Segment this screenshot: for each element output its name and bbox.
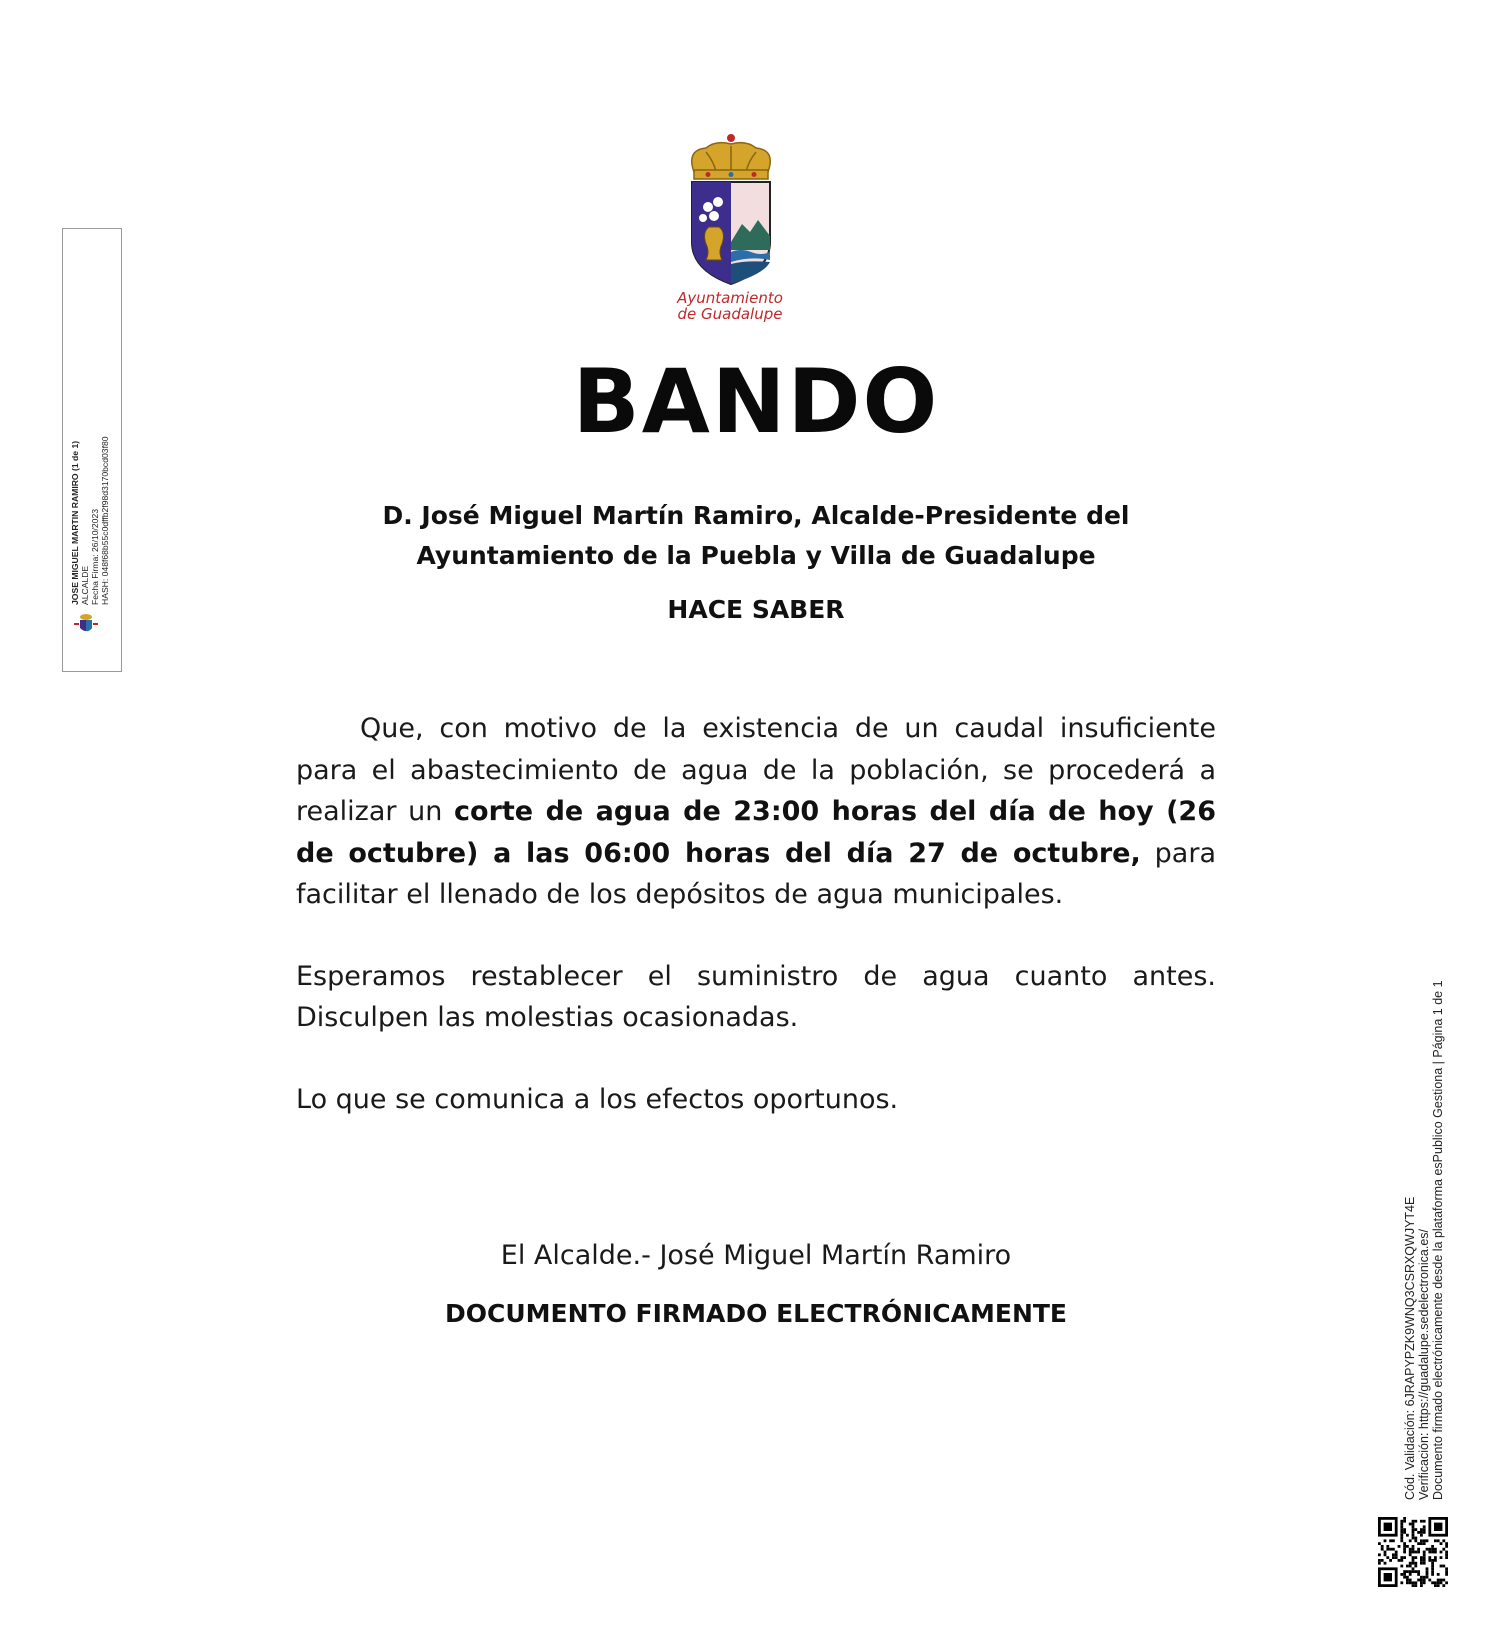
signature-date: Fecha Firma: 26/10/2023 — [90, 508, 100, 605]
validation-platform: Documento firmado electrónicamente desde la plataforma esPublico Gestiona | Página 1 de 1 — [1431, 980, 1445, 1500]
issuer — [0, 496, 1512, 576]
signature-hash: HASH: 048f68b55c0dffb2f98d3170bcd03f80 — [100, 436, 110, 605]
p1-end: para facilitar el llenado de los depósitos de agua municipales. — [296, 837, 1216, 910]
document-title: BANDO — [572, 350, 940, 453]
coat-of-arms-logo — [676, 132, 786, 292]
qr-code-icon[interactable] — [1378, 1517, 1448, 1587]
logo-caption-line1: Ayuntamiento — [677, 289, 783, 307]
signed-electronically-notice: DOCUMENTO FIRMADO ELECTRÓNICAMENTE — [444, 1299, 1068, 1328]
issuer-line2: Ayuntamiento de la Puebla y Villa de Guadalupe — [416, 541, 1096, 570]
signature-line: El Alcalde.- José Miguel Martín Ramiro — [500, 1240, 1012, 1271]
signer-role: ALCALDE — [80, 565, 90, 605]
p1-highlight: corte de agua de 23:00 horas del día de hoy (26 de octubre) a las 06:00 horas del día 27 de octubre, — [296, 796, 1216, 869]
p1-intro: Que, con motivo de la existencia de un caudal insuficiente para el abastecimiento de agua de la población, se procederá a realizar un — [296, 713, 1216, 827]
crown-icon — [692, 134, 771, 179]
logo-caption-line2: de Guadalupe — [677, 305, 783, 323]
validation-info — [1403, 980, 1457, 1500]
validation-url: Verificación: https://guadalupe.sedelectronica.es/ — [1417, 1228, 1431, 1500]
hace-saber-heading: HACE SABER — [667, 595, 845, 624]
body-paragraph-1 — [296, 708, 1216, 916]
validation-code: Cód. Validación: 6JRAPYPZK9WNQ3CSRXQWJYT4E — [1403, 1196, 1417, 1500]
signer-name: JOSE MIGUEL MARTIN RAMIRO (1 de 1) — [70, 440, 80, 605]
body-paragraph-2: Esperamos restablecer el suministro de agua cuanto antes. Disculpen las molestias ocasionadas. — [296, 960, 1216, 1033]
issuer-line1: D. José Miguel Martín Ramiro, Alcalde-Presidente del — [382, 501, 1130, 530]
document-body — [296, 708, 1216, 1160]
body-paragraph-3: Lo que se comunica a los efectos oportunos. — [296, 1083, 899, 1115]
logo-caption — [640, 290, 820, 322]
